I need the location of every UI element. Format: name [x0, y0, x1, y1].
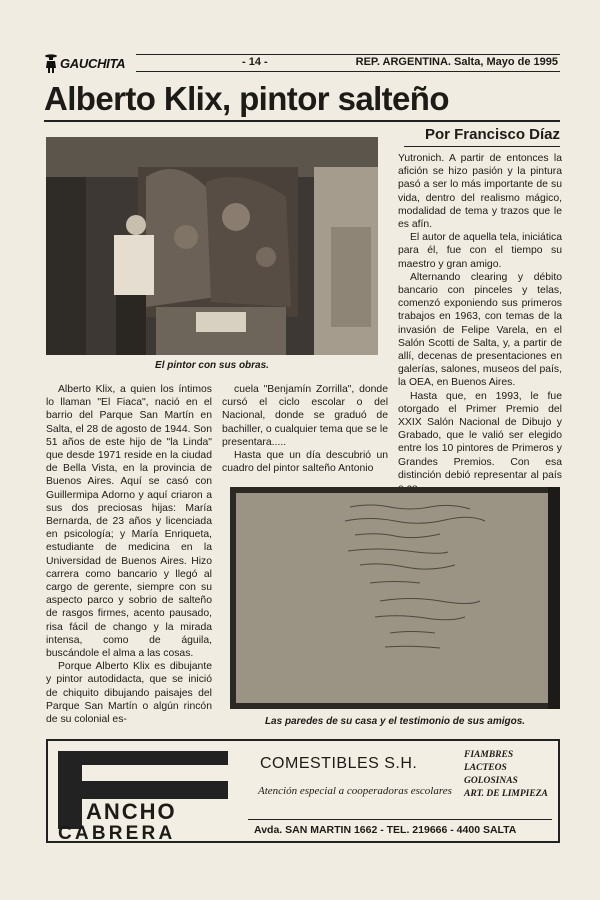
ad-product-item: LACTEOS	[464, 763, 507, 773]
paragraph: El autor de aquella tela, iniciática para él, fue con el tiempo su maestro y gran amigo.	[398, 232, 562, 270]
dateline: REP. ARGENTINA. Salta, Mayo de 1995	[355, 56, 558, 68]
text-column-2	[222, 383, 388, 475]
logo-wordmark: GAUCHITA	[60, 55, 126, 71]
photo1-caption: El pintor con sus obras.	[155, 360, 269, 371]
ad-product-item: GOLOSINAS	[464, 776, 518, 786]
ad-product-item: ART. DE LIMPIEZA	[464, 789, 548, 799]
ad-logo	[58, 751, 264, 844]
ad-product-list	[464, 749, 548, 801]
article-byline: Por Francisco Díaz	[424, 126, 560, 143]
ad-rule	[248, 819, 552, 820]
article-headline: Alberto Klix, pintor salteño	[44, 80, 449, 117]
page-number: - 14 -	[242, 56, 268, 68]
masthead-rule-bottom	[136, 71, 560, 72]
masthead-rule-top	[136, 54, 560, 55]
ad-product-item: FIAMBRES	[464, 750, 514, 760]
ad-address: Avda. SAN MARTIN 1662 - TEL. 219666 - 4400 SALTA	[254, 824, 517, 836]
ad-name-last: CABRERA	[58, 823, 176, 844]
ad-slogan: Atención especial a cooperadoras escolares	[258, 785, 452, 797]
gaucho-figure-icon	[44, 53, 58, 73]
painter-photo	[46, 137, 378, 355]
advertisement-pancho-cabrera	[46, 739, 560, 843]
ad-name-first: ANCHO	[86, 799, 177, 824]
byline-rule	[404, 146, 560, 147]
headline-rule	[44, 120, 560, 122]
paragraph: Alberto Klix, a quien los íntimos lo llaman "El Fiaca", nació en el barrio del Parque San Martín en Salta, el 28 de agosto de 1944. Son 51 años de este hijo de "la Linda" que desde 1971 reside en la ciudad de Bella Vista, en la provincia de Buenos Aires. Aquí se casó con Guillermipa Adorno y aquí criaron a sus dos preciosas hijas: María Bernarda, de 23 años y licenciada en psicología; y María Enriqueta, estudiante de medicina en la Universidad de Buenos Aires. Hizo carrera como bancario y llegó al cargo de gerente, siempre con su aspecto parco y sobrio de salteño de rasgos firmes, acento pausado, risa fácil de chango y la mirada intensa, como de águila, buscándole el alma a las cosas.	[46, 384, 212, 660]
paragraph: Yutronich. A partir de entonces la afición se hizo pasión y la pintura pasó a ser lo más importante de su vida, dentro del realismo mágico, modalidad de tema y trazos que le es afín.	[398, 153, 562, 231]
paragraph: Porque Alberto Klix es dibujante y pintor autodidacta, que se inició de chiquito dibujando paisajes del Parque San Martín o algún rincón de su colonial es-	[46, 661, 212, 726]
paragraph: Alternando clearing y débito bancario con pinceles y telas, comenzó exponiendo sus primeros trabajos en 1963, con temas de la invasión de Felipe Varela, en el Salón Scotti de Salta, y, a partir de allí, decenas de presentaciones en galerías, salones, museos del país, la OEA, en Buenos Aires.	[398, 271, 562, 389]
masthead	[44, 50, 560, 76]
text-column-1	[46, 383, 212, 726]
text-column-3	[398, 152, 562, 495]
ad-company-name: COMESTIBLES S.H.	[260, 755, 418, 772]
newspaper-logo	[44, 52, 125, 74]
wall-testimony-photo	[230, 487, 560, 709]
paragraph: cuela "Benjamín Zorrilla", donde cursó el ciclo escolar o del Nacional, donde se graduó de bachiller, o cualquier tema que se le presentara.....	[222, 384, 388, 448]
paragraph: Hasta que, en 1993, le fue otorgado el Primer Premio del XXIX Salón Nacional de Dibujo y Grabado, que le valió ser elegido entre los 10 pintores de Primeros y Grandes Premios. Con esa distinción debió representar al país	[398, 390, 562, 481]
paragraph: Hasta que un día descubrió un cuadro del pintor salteño Antonio	[222, 450, 388, 475]
photo2-caption: Las paredes de su casa y el testimonio de sus amigos.	[264, 716, 526, 727]
